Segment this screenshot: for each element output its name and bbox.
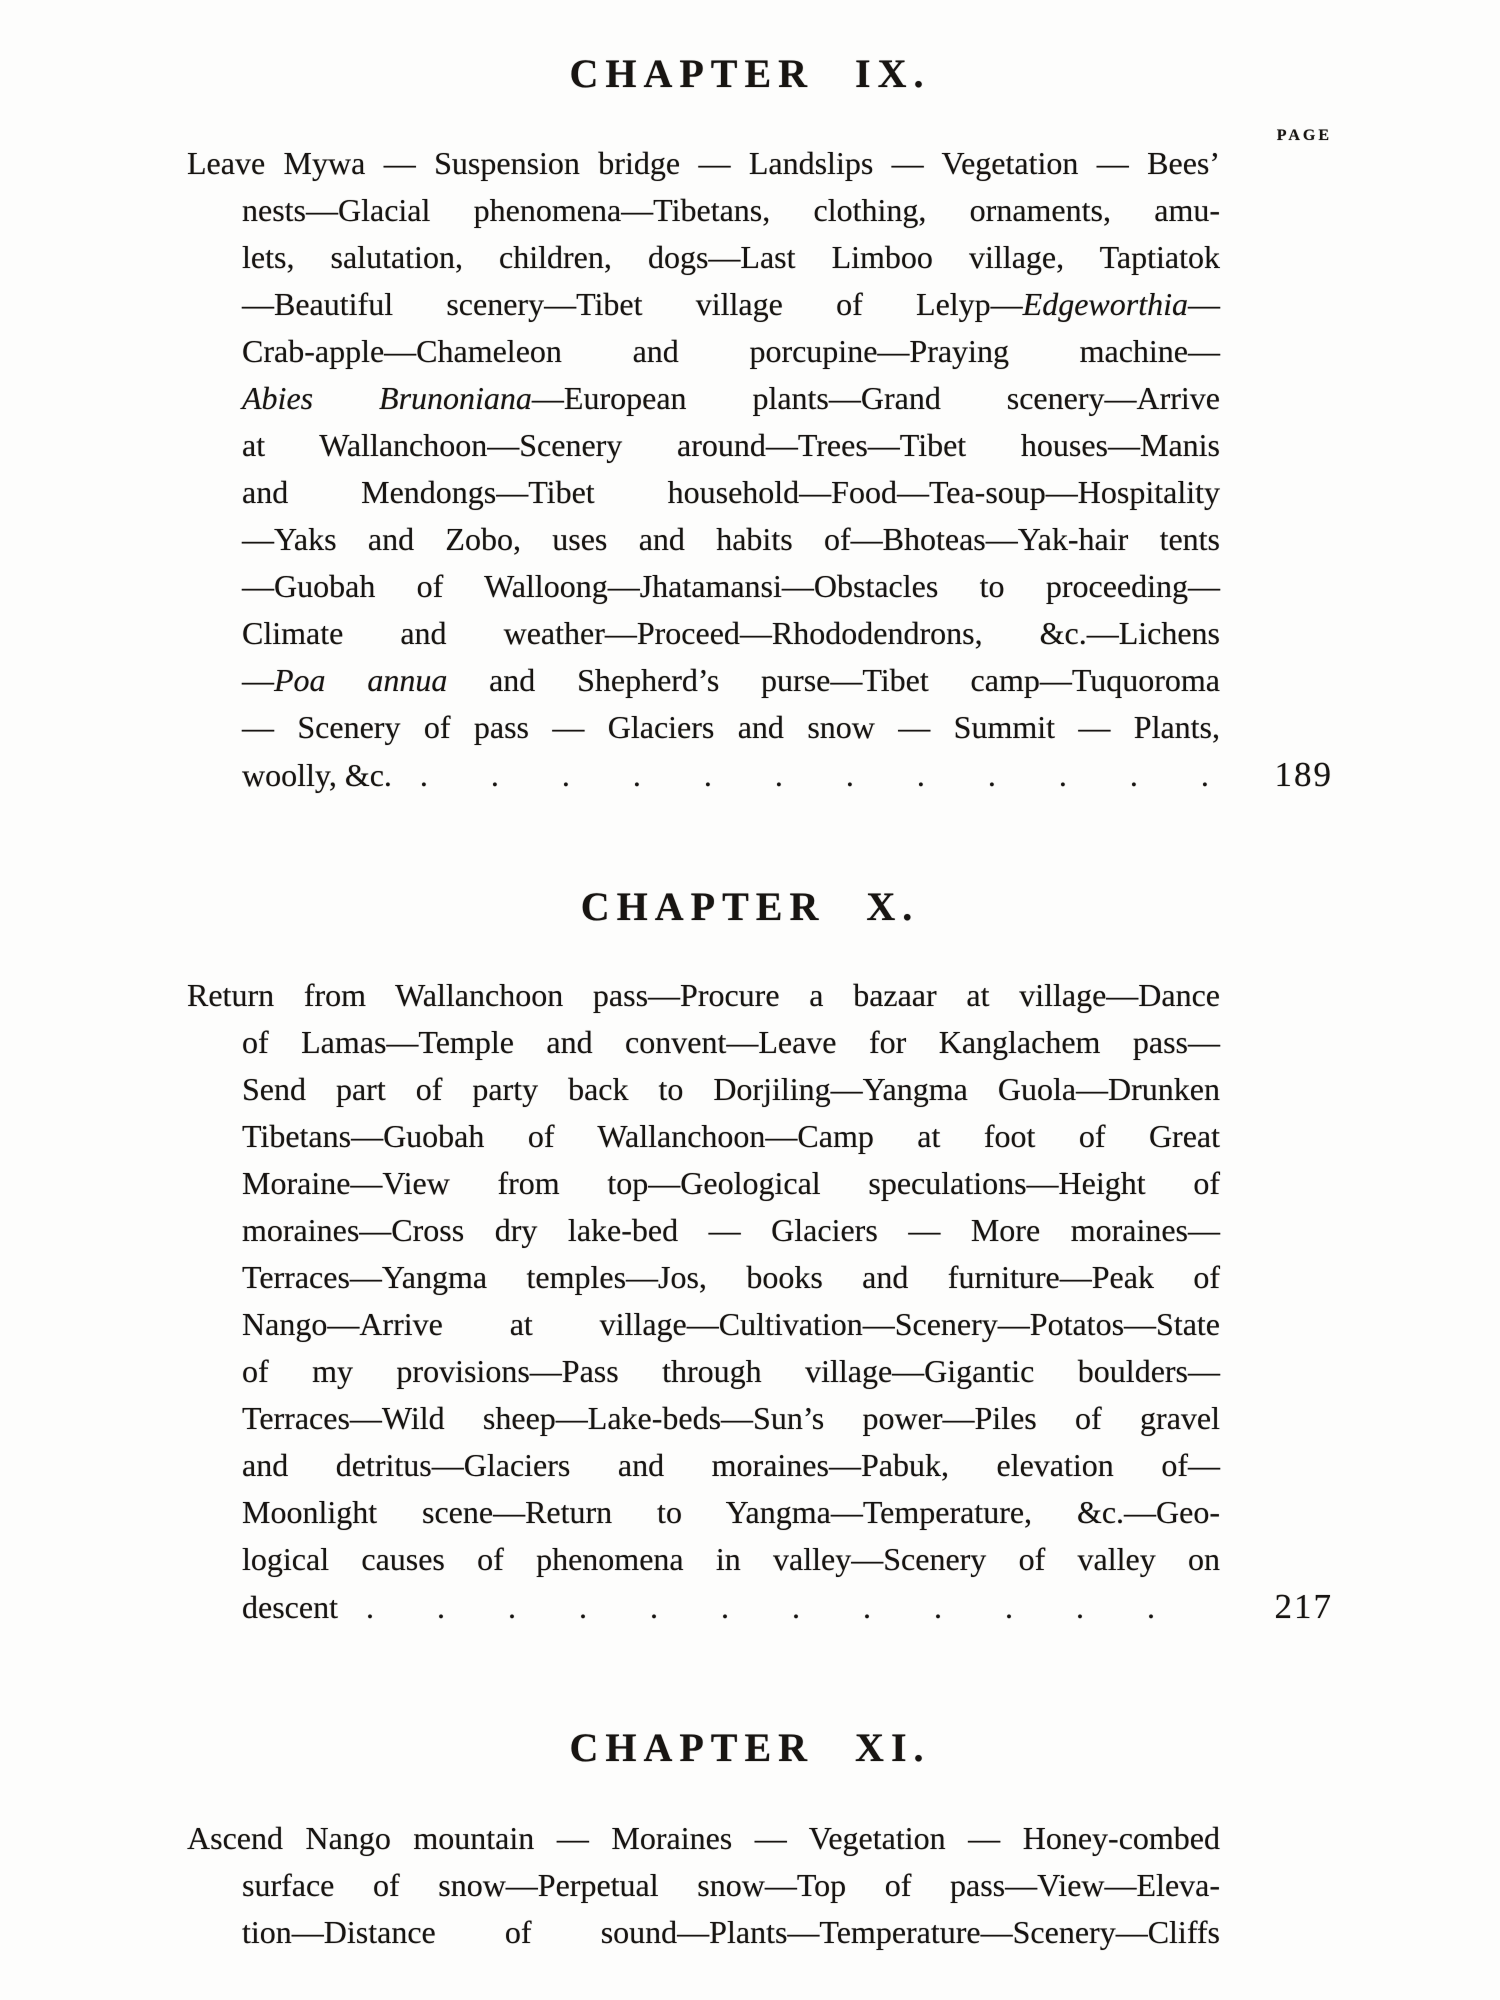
dot-leader: . . . . . . . . . . . . <box>419 757 1209 793</box>
summary-line: —Yaks and Zobo, uses and habits of—Bhoteas—Yak-hair tents <box>242 521 1220 557</box>
summary-line: — Scenery of pass — Glaciers and snow — Summit — Plants, <box>242 709 1220 745</box>
summary-ending-line <box>242 1583 1333 1631</box>
chapter-page-number: 217 <box>1274 1587 1333 1626</box>
summary-line: Tibetans—Guobah of Wallanchoon—Camp at foot of Great <box>242 1118 1220 1154</box>
summary-line: Leave Mywa — Suspension bridge — Landslips — Vegetation — Bees’ <box>187 145 1220 181</box>
summary-line: of my provisions—Pass through village—Gigantic boulders— <box>242 1353 1220 1389</box>
summary-line: of Lamas—Temple and convent—Leave for Kanglachem pass— <box>242 1024 1220 1060</box>
summary-line: —Poa annua and Shepherd’s purse—Tibet camp—Tuquoroma <box>242 662 1221 698</box>
summary-line: Climate and weather—Proceed—Rhododendrons, &c.—Lichens <box>242 615 1220 651</box>
summary-line: and detritus—Glaciers and moraines—Pabuk, elevation of— <box>242 1447 1220 1483</box>
summary-line: and Mendongs—Tibet household—Food—Tea-soup—Hospitality <box>242 474 1220 510</box>
italic-term: Poa annua <box>274 662 448 698</box>
summary-line: Moonlight scene—Return to Yangma—Temperature, &c.—Geo- <box>242 1494 1220 1530</box>
summary-line: lets, salutation, children, dogs—Last Limboo village, Taptiatok <box>242 239 1220 275</box>
summary-line: logical causes of phenomena in valley—Scenery of valley on <box>242 1541 1220 1577</box>
chapter-heading-x: CHAPTER X. <box>580 884 920 929</box>
ending-text: descent <box>242 1589 338 1625</box>
italic-term: Edgeworthia <box>1022 286 1188 322</box>
summary-line: at Wallanchoon—Scenery around—Trees—Tibet houses—Manis <box>242 427 1220 463</box>
ending-text: woolly, &c. <box>242 757 392 793</box>
summary-line: Return from Wallanchoon pass—Procure a bazaar at village—Dance <box>187 977 1220 1013</box>
summary-line: moraines—Cross dry lake-bed — Glaciers — More moraines— <box>242 1212 1220 1248</box>
summary-line: —Beautiful scenery—Tibet village of Lelyp—Edgeworthia— <box>242 286 1220 322</box>
chapter-x <box>0 799 1500 1631</box>
summary-line: Abies Brunoniana—European plants—Grand scenery—Arrive <box>242 380 1220 416</box>
chapter-summary-ix <box>187 140 1333 799</box>
chapter-summary-xi <box>187 1815 1220 1956</box>
chapter-page-number: 189 <box>1274 755 1333 794</box>
summary-line: Moraine—View from top—Geological speculations—Height of <box>242 1165 1220 1201</box>
summary-ending-line <box>242 751 1333 799</box>
chapter-ix <box>0 0 1500 799</box>
summary-line: tion—Distance of sound—Plants—Temperature—Scenery—Cliffs <box>242 1914 1220 1950</box>
summary-line: Terraces—Yangma temples—Jos, books and furniture—Peak of <box>242 1259 1220 1295</box>
summary-line: nests—Glacial phenomena—Tibetans, clothing, ornaments, amu- <box>242 192 1220 228</box>
summary-line: Crab-apple—Chameleon and porcupine—Praying machine— <box>242 333 1220 369</box>
summary-line: Ascend Nango mountain — Moraines — Vegetation — Honey-combed <box>187 1820 1220 1856</box>
chapter-heading-ix: CHAPTER IX. <box>569 51 931 96</box>
summary-line: Terraces—Wild sheep—Lake-beds—Sun’s power—Piles of gravel <box>242 1400 1220 1436</box>
summary-line: Nango—Arrive at village—Cultivation—Scenery—Potatos—State <box>242 1306 1220 1342</box>
chapter-summary-x <box>187 972 1333 1631</box>
chapter-heading-xi: CHAPTER XI. <box>569 1725 931 1770</box>
summary-line: —Guobah of Walloong—Jhatamansi—Obstacles to proceeding— <box>242 568 1220 604</box>
page-column-label: PAGE <box>1276 127 1332 144</box>
chapter-xi <box>0 1631 1500 1956</box>
summary-line: Send part of party back to Dorjiling—Yangma Guola—Drunken <box>242 1071 1220 1107</box>
dot-leader: . . . . . . . . . . . . <box>365 1589 1155 1625</box>
italic-term: Abies Brunoniana <box>242 380 532 416</box>
summary-line: surface of snow—Perpetual snow—Top of pass—View—Eleva- <box>242 1867 1220 1903</box>
